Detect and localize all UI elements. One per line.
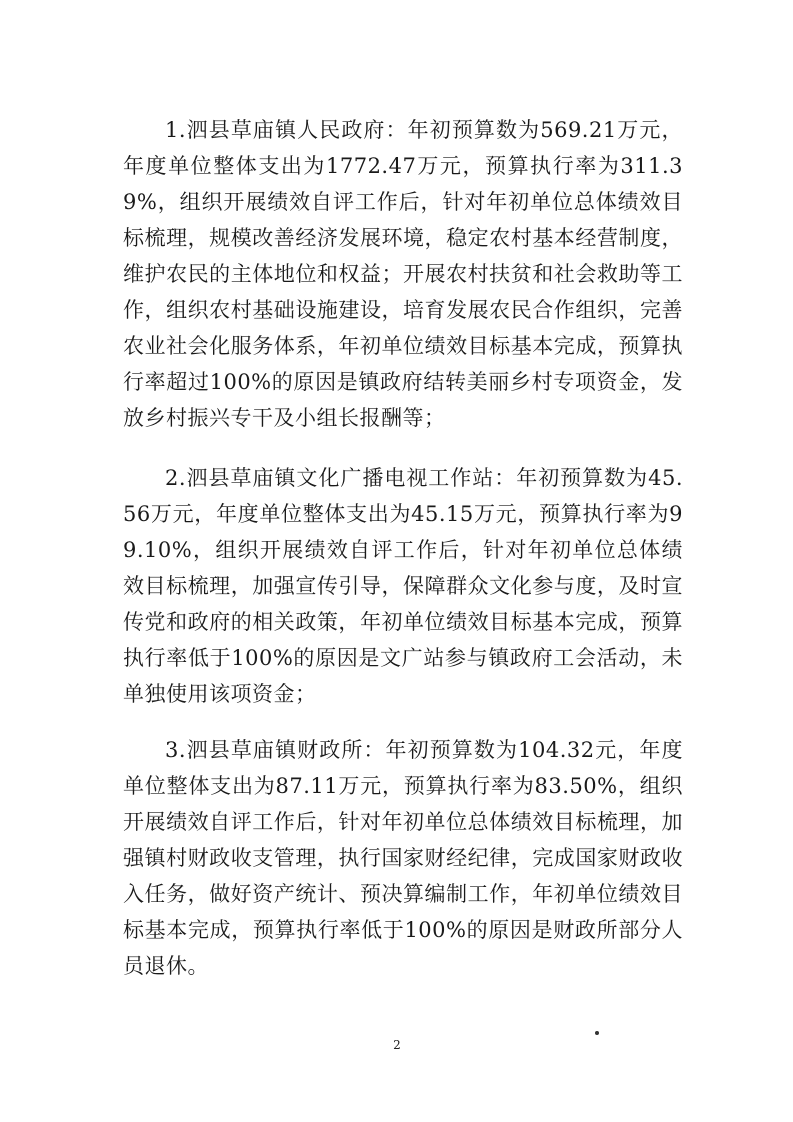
page-number: 2: [393, 1038, 401, 1052]
paragraph-township-government: 1.泗县草庙镇人民政府：年初预算数为569.21万元，年度单位整体支出为1772.47万元，预算执行率为311.39%，组织开展绩效自评工作后，针对年初单位总体绩效目标梳理，规模改善经济发展环境，稳定农村基本经营制度，维护农民的主体地位和权益；开展农村扶贫和社会救助等工作，组织农村基础设施建设，培育发展农民合作组织，完善农业社会化服务体系，年初单位绩效目标基本完成，预算执行率超过100%的原因是镇政府结转美丽乡村专项资金，发放乡村振兴专干及小组长报酬等；: [123, 118, 683, 430]
paragraph-finance-office: 3.泗县草庙镇财政所：年初预算数为104.32元，年度单位整体支出为87.11万元，预算执行率为83.50%，组织开展绩效自评工作后，针对年初单位总体绩效目标梳理，加强镇村财政收支管理，执行国家财经纪律，完成国家财政收入任务，做好资产统计、预决算编制工作，年初单位绩效目标基本完成，预算执行率低于100%的原因是财政所部分人员退休。: [123, 738, 683, 978]
scan-speck: [595, 1031, 599, 1035]
paragraph-culture-broadcast-station: 2.泗县草庙镇文化广播电视工作站：年初预算数为45.56万元，年度单位整体支出为45.15万元，预算执行率为99.10%，组织开展绩效自评工作后，针对年初单位总体绩效目标梳理，加强宣传引导，保障群众文化参与度，及时宣传党和政府的相关政策，年初单位绩效目标基本完成，预算执行率低于100%的原因是文广站参与镇政府工会活动，未单独使用该项资金；: [123, 466, 683, 706]
